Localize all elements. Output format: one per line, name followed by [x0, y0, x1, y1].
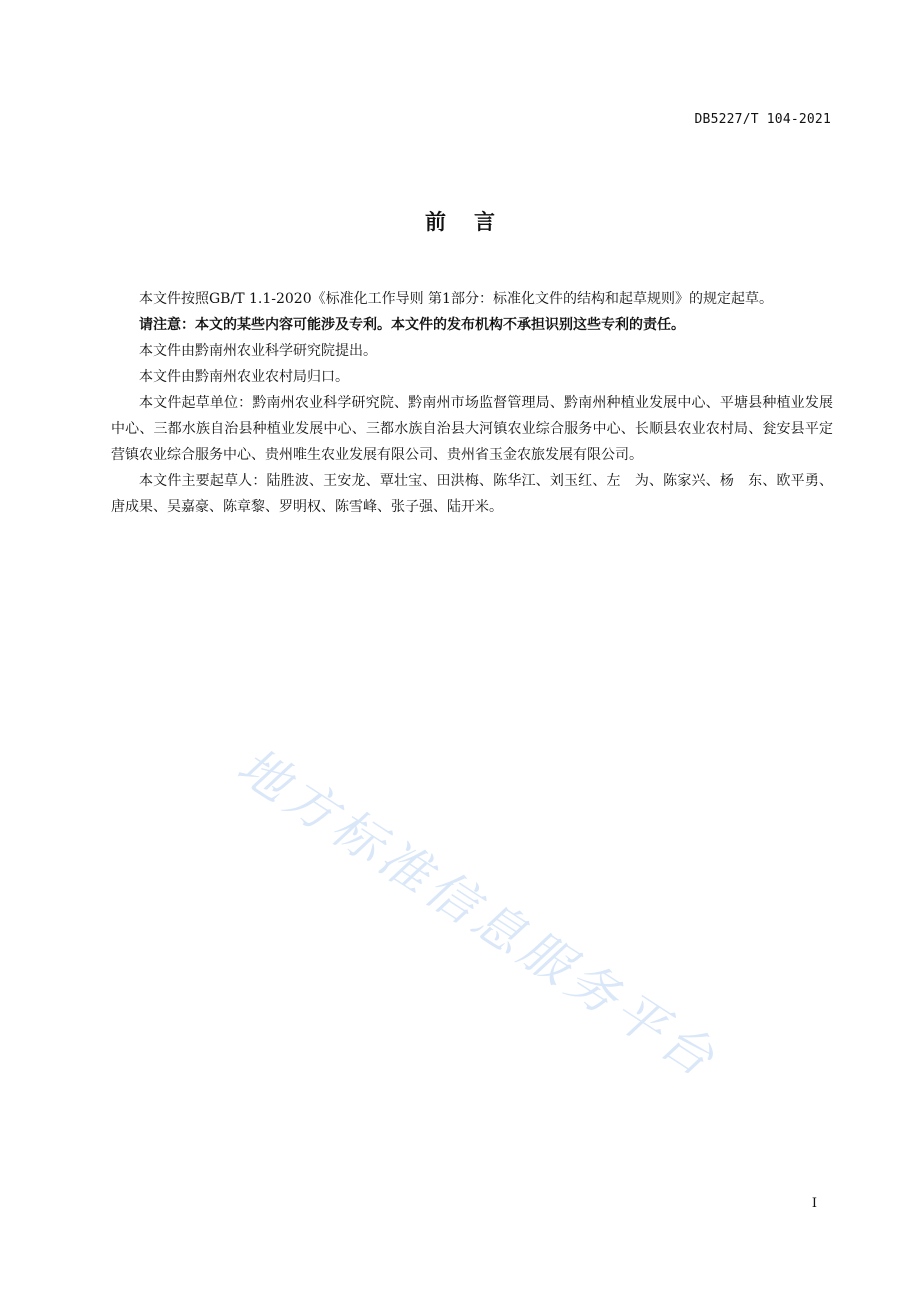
page-title: 前言 — [425, 210, 523, 234]
paragraph-administrator: 本文件由黔南州农业农村局归口。 — [139, 369, 349, 385]
paragraph-patent-notice: 请注意：本文的某些内容可能涉及专利。本文件的发布机构不承担识别这些专利的责任。 — [139, 317, 685, 333]
foreword-body — [111, 286, 833, 520]
paragraph-proposer: 本文件由黔南州农业科学研究院提出。 — [139, 343, 377, 359]
paragraph-drafting-units: 本文件起草单位：黔南州农业科学研究院、黔南州市场监督管理局、黔南州种植业发展中心、平塘县种植业发展中心、三都水族自治县种植业发展中心、三都水族自治县大河镇农业综合服务中心、长顺县农业农村局、瓮安县平定营镇农业综合服务中心、贵州唯生农业发展有限公司、贵州省玉金农旅发展有限公司。 — [111, 395, 833, 463]
paragraph-drafters: 本文件主要起草人：陆胜波、王安龙、覃壮宝、田洪梅、陈华江、刘玉红、左 为、陈家兴、杨 东、欧平勇、唐成果、吴嘉豪、陈章黎、罗明权、陈雪峰、张子强、陆开米。 — [111, 473, 833, 515]
paragraph-standard-basis: 本文件按照GB/T 1.1-2020《标准化工作导则 第1部分：标准化文件的结构和起草规则》的规定起草。 — [139, 291, 773, 307]
document-code: DB5227/T 104-2021 — [694, 112, 831, 127]
page-number: I — [811, 1196, 817, 1211]
watermark: 地方标准信息服务平台 — [227, 736, 729, 1091]
